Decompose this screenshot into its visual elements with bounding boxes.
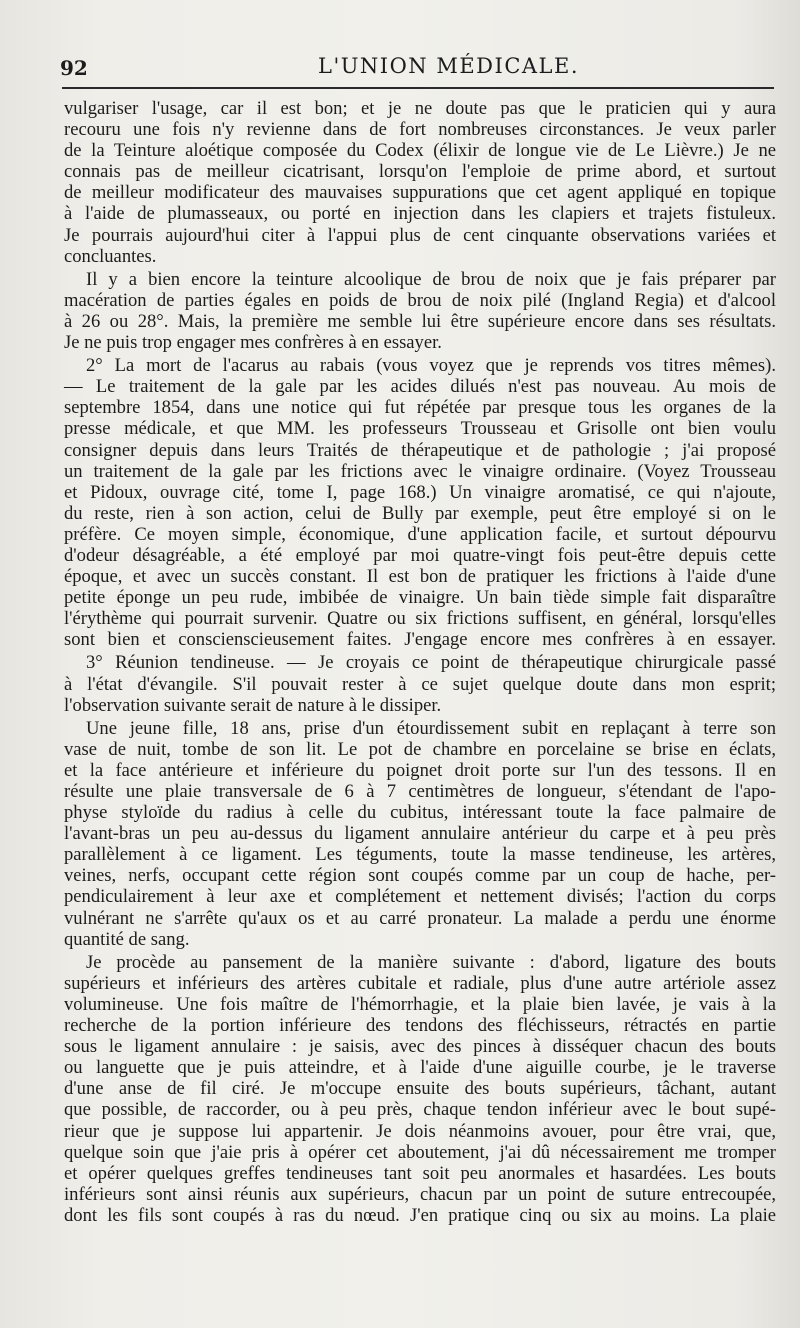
text-line: recouru une fois n'y revienne dans de fort nombreuses circonstances. Je veux parler: [64, 119, 776, 141]
text-line: sous le ligament annulaire : je saisis, avec des pinces à disséquer chacun des bouts: [64, 1036, 776, 1058]
text-line: vase de nuit, tombe de son lit. Le pot de chambre en porcelaine se brise en éclats,: [64, 738, 776, 760]
text-line: Il y a bien encore la teinture alcoolique de brou de noix que je fais préparer par: [86, 268, 776, 290]
running-title: L'UNION MÉDICALE.: [318, 54, 580, 78]
text-line: d'une anse de fil ciré. Je m'occupe ensuite des bouts supérieurs, tâchant, autant: [64, 1078, 776, 1100]
text-line: petite éponge un peu rude, imbibée de vinaigre. Un bain tiède simple fait disparaître: [64, 587, 776, 609]
text-line: supérieurs et inférieurs des artères cubitale et radiale, plus d'une autre artériole assez: [64, 972, 776, 994]
text-line: et Pidoux, ouvrage cité, tome I, page 168.) Un vinaigre aromatisé, ce qui n'ajoute,: [64, 481, 776, 503]
text-line: époque, et avec un succès constant. Il est bon de pratiquer les frictions à l'aide d'une: [64, 566, 776, 588]
text-line: concluantes.: [64, 245, 157, 267]
text-line: connais pas de meilleur cicatrisant, lorsqu'on l'emploie de prime abord, et surtout: [64, 161, 776, 183]
text-line: physe styloïde du radius à celle du cubitus, intéressant toute la face palmaire de: [64, 802, 776, 824]
text-line: sont bien et conscienscieusement faites. J'engage encore mes confrères à en essayer.: [64, 629, 776, 651]
text-line: que possible, de raccorder, ou à peu près, chaque tendon inférieur avec le bout supé-: [64, 1099, 776, 1121]
text-line: de la Teinture aloétique composée du Codex (élixir de longue vie de Le Lièvre.) Je ne: [64, 140, 776, 162]
text-line: macération de parties égales en poids de brou de noix pilé (Ingland Regia) et d'alcool: [64, 289, 776, 311]
text-line: à 26 ou 28°. Mais, la première me semble lui être supérieure encore dans ses résultats.: [64, 310, 776, 332]
paragraph-teinture: [64, 98, 776, 267]
text-line: de meilleur modificateur des mauvaises suppurations que cet agent appliqué en topique: [64, 182, 776, 204]
text-line: — Le traitement de la gale par les acides dilués n'est pas nouveau. Au mois de: [64, 376, 776, 398]
text-line: quantité de sang.: [64, 928, 190, 950]
paragraph-acarus: [64, 355, 776, 650]
text-line: dont les fils sont coupés à ras du nœud. J'en pratique cinq ou six au moins. La plaie: [64, 1204, 776, 1226]
page-header: [60, 54, 772, 84]
text-line: ou languette que je puis atteindre, et à l'aide d'une aiguille courbe, je le traverse: [64, 1057, 776, 1079]
text-line: 3° Réunion tendineuse. — Je croyais ce point de thérapeutique chirurgicale passé: [86, 652, 776, 674]
text-line: un traitement de la gale par les frictions avec le vinaigre ordinaire. (Voyez Trousseau: [64, 460, 776, 482]
text-line: inférieurs sont ainsi réunis aux supérieurs, chacun par un point de suture entrecoupée,: [64, 1183, 776, 1205]
text-line: recherche de la portion inférieure des tendons des fléchisseurs, rétractés en partie: [64, 1015, 776, 1037]
text-line: et opérer quelques greffes tendineuses tant soit peu anormales et hasardées. Les bouts: [64, 1162, 776, 1184]
page-number: 92: [60, 56, 88, 80]
text-line: septembre 1854, dans une notice qui fut répétée par presque tous les organes de la: [64, 397, 776, 419]
text-line: d'odeur désagréable, a été employé par moi quatre-vingt fois peut-être depuis cette: [64, 544, 776, 566]
text-line: l'observation suivante serait de nature à le dissiper.: [64, 694, 442, 716]
text-line: à l'aide de plumasseaux, ou porté en injection dans les clapiers et trajets fistuleux.: [64, 203, 776, 225]
text-line: Je procède au pansement de la manière suivante : d'abord, ligature des bouts: [86, 951, 776, 973]
text-line: du reste, rien à son action, celui de Bully par exemple, peut être employé si on le: [64, 502, 776, 524]
text-line: pendiculairement à leur axe et complétement et nettement divisés; l'action du corps: [64, 886, 776, 908]
text-line: préfère. Ce moyen simple, économique, d'une application facile, et surtout dépourvu: [64, 523, 776, 545]
text-line: vulgariser l'usage, car il est bon; et je ne doute pas que le praticien qui y aura: [64, 98, 776, 119]
text-line: l'avant-bras un peu au-dessus du ligament annulaire antérieur du carpe et à peu près: [64, 823, 776, 845]
text-line: quelque soin que j'aie pris à opérer cet aboutement, j'ai dû nécessairement me tromper: [64, 1141, 776, 1163]
paragraph-reunion-tendineuse: [64, 652, 776, 715]
text-line: presse médicale, et que MM. les professeurs Trousseau et Grisolle ont bien voulu: [64, 418, 776, 440]
text-line: rieur que je suppose lui appartenir. Je dois néanmoins avouer, pour être vrai, que,: [64, 1120, 776, 1142]
text-line: l'érythème qui pourrait survenir. Quatre ou six frictions suffisent, en général, lorsqu'elles: [64, 608, 776, 630]
text-line: parallèlement à ce ligament. Les téguments, toute la masse tendineuse, les artères,: [64, 844, 776, 866]
paragraph-brou-de-noix: [64, 269, 776, 353]
paragraph-pansement: [64, 952, 776, 1226]
text-line: résulte une plaie transversale de 6 à 7 centimètres de longueur, s'étendant de l'apo-: [64, 781, 776, 802]
text-line: 2° La mort de l'acarus au rabais (vous voyez que je reprends vos titres mêmes).: [86, 355, 776, 377]
text-line: volumineuse. Une fois maître de l'hémorrhagie, et la plaie bien lavée, je vais à la: [64, 993, 776, 1015]
text-line: Une jeune fille, 18 ans, prise d'un étourdissement subit en replaçant à terre son: [86, 717, 776, 739]
text-line: consigner depuis dans leurs Traités de thérapeutique et de pathologie ; j'ai proposé: [64, 439, 776, 461]
paragraph-observation: [64, 718, 776, 950]
text-line: à l'état d'évangile. S'il pouvait rester à ce sujet quelque doute dans mon esprit;: [64, 673, 776, 695]
body-text: [64, 98, 776, 1228]
text-line: Je pourrais aujourd'hui citer à l'appui plus de cent cinquante observations variées et: [64, 224, 776, 246]
text-line: veines, nerfs, occupant cette région sont coupés comme par un coup de hache, per-: [64, 865, 776, 887]
text-line: Je ne puis trop engager mes confrères à en essayer.: [64, 332, 442, 354]
text-line: et la face antérieure et inférieure du poignet droit porte sur l'un des tessons. Il en: [64, 759, 776, 781]
text-line: vulnérant ne s'arrête qu'aux os et au carré pronateur. La malade a perdu une énorme: [64, 907, 776, 929]
header-rule: [62, 87, 774, 89]
